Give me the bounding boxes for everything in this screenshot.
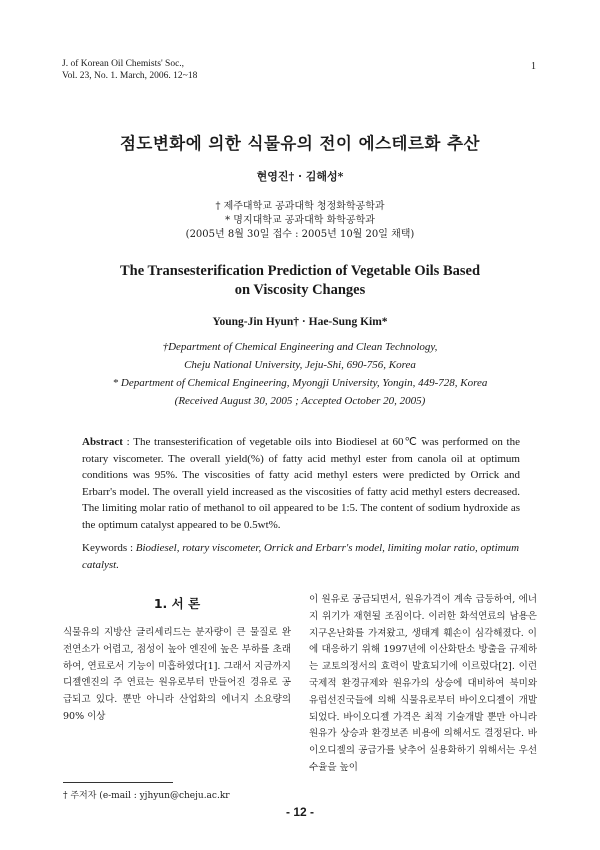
english-title-line-2: on Viscosity Changes (234, 282, 366, 298)
page-number-top: 1 (531, 61, 536, 72)
korean-received-date: (2005년 8월 30일 접수 : 2005년 10월 20일 채택) (185, 229, 415, 240)
keywords-text: Biodiesel, rotary viscometer, Orrick and Erbarr's model, limiting molar ratio, optimum catalyst. (82, 542, 520, 571)
section-heading-introduction: 1. 서 론 (153, 596, 201, 611)
abstract (82, 434, 520, 533)
english-authors: Young-Jin Hyun† · Hae-Sung Kim* (212, 316, 388, 328)
corresponding-author-footnote: † 주저자 (e-mail : yjhyun@cheju.ac.kr (63, 791, 230, 801)
journal-line-1: J. of Korean Oil Chemists' Soc., (62, 59, 185, 69)
footnote-divider (63, 782, 173, 783)
introduction-right-column: 이 원유로 공급되면서, 원유가격이 계속 급등하여, 에너지 위기가 재현될 조짐이다. 이러한 화석연료의 남용은 지구온난화를 가져왔고, 생태계 훼손이 심각해졌다. 이에 대응하기 위해 1997년에 이산화탄소 방출을 규제하는 교토의정서의 효력이 발효되기에 이르렀다[2]. 이런 국제적 환경규제와 원유가의 상승에 대비하여 북미와 유럽선진국들에 의해 식물유로부터 바이오디젤이 개발되었다. 바이오디젤 가격은 최적 기술개발 뿐만 아니라 원유가 상승과 환경보존 비용에 의해서도 결정된다. 바이오디젤의 공급가를 낮추어 실용화하기 위해서는 우선 수율을 높이 (309, 594, 537, 773)
english-title (40, 262, 560, 300)
korean-affiliations (40, 200, 560, 242)
english-affiliation-1: †Department of Chemical Engineering and Clean Technology, (162, 341, 438, 353)
journal-citation (62, 58, 197, 82)
journal-line-2: Vol. 23, No. 1. March, 2006. 12~18 (62, 71, 198, 81)
english-affiliation-2: Cheju National University, Jeju-Shi, 690-756, Korea (184, 359, 416, 371)
english-title-line-1: The Transesterification Prediction of Vegetable Oils Based (119, 263, 481, 279)
keywords-label: Keywords : (82, 542, 134, 554)
english-received-date: (Received August 30, 2005 ; Accepted October 20, 2005) (174, 395, 426, 407)
korean-affiliation-1: † 제주대학교 공과대학 청정화학공학과 (215, 201, 385, 212)
korean-affiliation-2: * 명지대학교 공과대학 화학공학과 (225, 215, 375, 226)
page-number-footer: - 12 - (285, 805, 314, 819)
english-affiliations (40, 338, 560, 410)
korean-authors: 현영진† · 김해성* (256, 170, 344, 183)
keywords (82, 540, 520, 573)
english-affiliation-3: * Department of Chemical Engineering, Myongji University, Yongin, 449-728, Korea (112, 377, 488, 389)
abstract-label: Abstract (82, 436, 123, 448)
abstract-text: : The transesterification of vegetable oils into Biodiesel at 60℃ was performed on the rotary viscometer. The overall yield(%) of fatty acid methyl ester from canola oil at optimum conditions was 95%. The viscosities of fatty acid methyl esters were predicted by Orrick and Erbarr's model. The overall yield increased as the viscosities of fatty acid methyl esters decreased. The limiting molar ratio of methanol to oil appeared to be 1:5. The content of sodium hydroxide as the optimum catalyst appeared to be 0.5wt%. (82, 436, 520, 531)
korean-title: 점도변화에 의한 식물유의 전이 에스테르화 추산 (119, 134, 480, 153)
introduction-left-column: 식물유의 지방산 글리세리드는 분자량이 큰 물질로 완전연소가 어렵고, 점성이 높아 엔진에 높은 부하를 초래하여, 연료로서 기능이 미흡하였다[1]. 그래서 지금까지 디젤엔진의 주 연료는 원유로부터 만들어진 경유로 공급되고 있다. 뿐만 아니라 산업화의 에너지 소요량의 90% 이상 (63, 627, 291, 722)
